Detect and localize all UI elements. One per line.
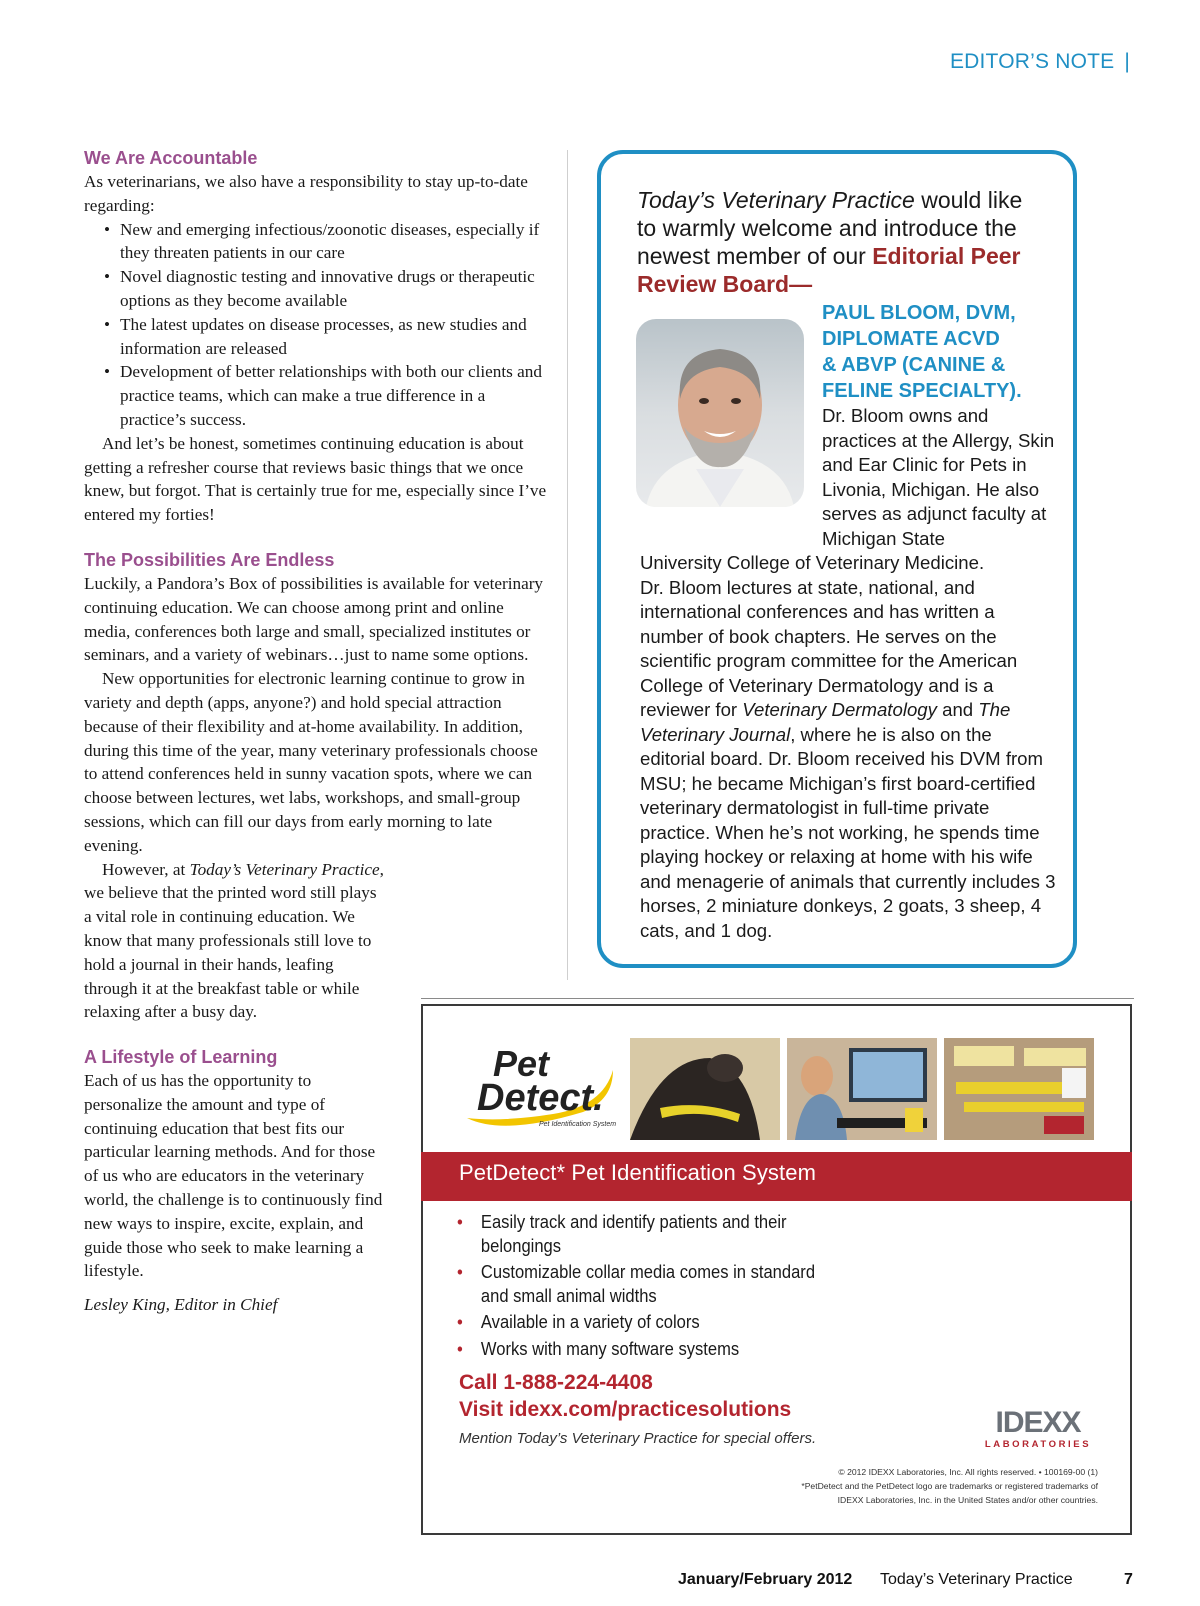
paragraph-electronic: New opportunities for electronic learning continue to grow in variety and depth (apps, anyone?) and hold special attraction because of their flexibility and at-home availability. In addition, during this time of the year, many veterinary professionals choose to attend conferences held in sunny vacation spots, where we can choose between lectures, wet labs, workshops, and small-group sessions, which can fill our days from early morning to late evening. [84, 669, 538, 855]
list-item: • Available in a variety of colors [457, 1311, 825, 1335]
list-item: • Development of better relationships with both our clients and practice teams, which can make a true difference in a practice’s success. [120, 360, 554, 431]
section-label [900, 50, 1130, 74]
list-item: • The latest updates on disease processes, as new studies and information are released [120, 313, 554, 361]
text-run: and [936, 699, 979, 720]
bio-paragraph [640, 576, 1060, 944]
svg-text:Pet Identification System: Pet Identification System [539, 1121, 617, 1128]
magazine-title: Today’s Veterinary Practice [189, 859, 380, 879]
text-run: Dr. Bloom lectures at state, national, and international conferences and has written a number of book chapters. He serves on the scientific program committee for the American College of Veterinary Dermatology and is a reviewer for [640, 576, 1018, 720]
name-line: DIPLOMATE ACVD [822, 328, 1000, 350]
dash: — [789, 271, 813, 297]
page-number: 7 [1124, 1571, 1133, 1588]
legal-line: © 2012 IDEXX Laboratories, Inc. All rights reserved. • 100169-00 (1) [838, 1467, 1098, 1477]
name-line: FELINE SPECIALTY). [822, 380, 1022, 402]
footer-issue-date: January/February 2012 [678, 1571, 853, 1588]
ad-top-rule [421, 998, 1134, 999]
heading-possibilities: The Possibilities Are Endless [84, 549, 335, 570]
svg-text:Pet: Pet [493, 1043, 550, 1084]
office-computer-photo [787, 1038, 937, 1140]
ad-legal-text [660, 1465, 1098, 1507]
footer-magazine-name: Today’s Veterinary Practice [880, 1571, 1073, 1588]
name-line: PAUL BLOOM, DVM, [822, 302, 1016, 324]
paragraph-personalize: Each of us has the opportunity to personalize the amount and type of continuing education that best fits our particular learning methods. And for those of us who are educators in the veterinary world, the challenge is to continuously find new ways to inspire, excite, explain, and guide those who seek to make learning a lifestyle. [84, 1071, 383, 1281]
paragraph-intro: As veterinarians, we also have a responsibility to stay up-to-date regarding: [84, 172, 528, 215]
svg-text:Detect.: Detect. [477, 1077, 604, 1119]
headshot-photo [636, 319, 804, 507]
text-run: However, at [102, 859, 190, 879]
magazine-title: Today’s Veterinary Practice [637, 187, 915, 213]
paragraph-honest: And let’s be honest, sometimes continuing education is about getting a refresher course that reviews basic things that we once knew, but forgot. That is certainly true for me, especially since I’ve entered my forties! [84, 433, 547, 525]
ad-title: PetDetect* Pet Identification System [459, 1160, 816, 1185]
section-separator: | [1124, 50, 1130, 73]
section-title: EDITOR’S NOTE [949, 50, 1115, 73]
legal-line: IDEXX Laboratories, Inc. in the United States and/or other countries. [837, 1495, 1098, 1505]
legal-line: *PetDetect and the PetDetect logo are trademarks or registered trademarks of [801, 1481, 1098, 1491]
board-name: Editorial Peer Review Board [637, 243, 1021, 297]
ad-phone: Call 1-888-224-4408 [459, 1371, 653, 1394]
ad-website: Visit idexx.com/practicesolutions [459, 1398, 792, 1421]
list-item: • New and emerging infectious/zoonotic diseases, especially if they threaten patients in our care [120, 218, 554, 266]
text-run: , where he is also on the editorial board. Dr. Bloom received his DVM from MSU; he became Michigan’s first board-certified veterinary dermatologist in full-time private practice. When he’s not working, he spends time playing hockey or relaxing at home with his wife and menagerie of animals that currently includes 3 horses, 2 miniature donkeys, 2 goats, 3 sheep, 4 cats, and 1 dog. [640, 723, 1056, 941]
dog-collar-photo [630, 1038, 780, 1140]
ad-mention: Mention Today’s Veterinary Practice for special offers. [459, 1430, 817, 1447]
board-member-name [822, 300, 1062, 404]
callout-intro [637, 186, 1047, 298]
list-item: • Easily track and identify patients and their belongings [457, 1211, 825, 1258]
ad-feature-list [457, 1211, 857, 1364]
list-item: • Customizable collar media comes in standard and small animal widths [457, 1261, 825, 1308]
idexx-laboratories: LABORATORIES [984, 1439, 1092, 1450]
heading-accountable: We Are Accountable [84, 148, 258, 168]
list-item: • Novel diagnostic testing and innovative drugs or therapeutic options as they become available [120, 265, 554, 313]
text-run: would like to warmly welcome and introduce the newest member of our [637, 187, 1023, 269]
petdetect-logo [463, 1040, 633, 1130]
paragraph-pandora: Luckily, a Pandora’s Box of possibilities is available for veterinary continuing education. We can choose among print and online media, conferences both large and small, specialized institutes or seminars, and a variety of webinars…just to name some options. [84, 573, 544, 665]
idexx-wordmark: IDEXX [995, 1406, 1081, 1439]
responsibility-list [84, 218, 554, 432]
idexx-logo [980, 1408, 1096, 1450]
text-run: , we believe that the printed word still plays a vital role in continuing education. We know that many professionals still love to hold a journal in their hands, leafing through it at the breakfast table or while relaxing after a busy day. [84, 859, 384, 1022]
bio-text-rest [640, 551, 1060, 943]
journal-title: Veterinary Dermatology [742, 699, 937, 720]
editor-signature: Lesley King, Editor in Chief [84, 1295, 278, 1315]
journal-title: The Veterinary Journal [640, 699, 1011, 745]
bio-text-top: Dr. Bloom owns and practices at the Allergy, Skin and Ear Clinic for Pets in Livonia, Michigan. He also serves as adjunct faculty at Michigan State [822, 405, 1055, 549]
paragraph-printed-word [84, 858, 384, 1025]
bio-line: University College of Veterinary Medicine. [640, 552, 985, 573]
name-line: & ABVP (CANINE & [822, 354, 1006, 376]
heading-lifestyle: A Lifestyle of Learning [84, 1047, 278, 1068]
column-divider [567, 150, 568, 980]
collar-labels-photo [944, 1038, 1094, 1140]
list-item: • Works with many software systems [457, 1338, 825, 1362]
